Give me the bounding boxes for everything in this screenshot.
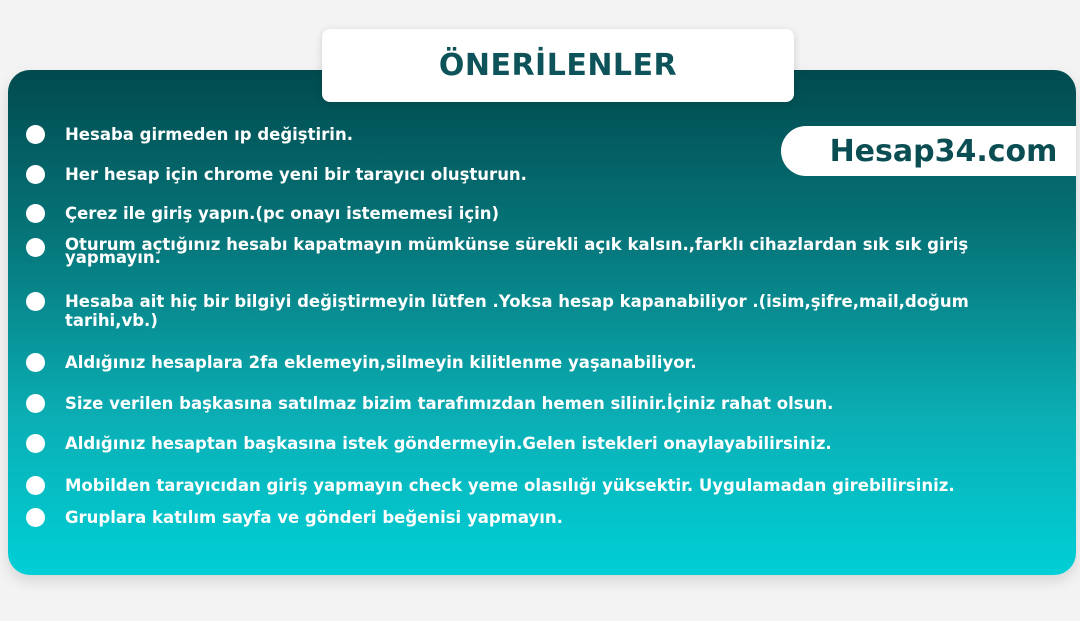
list-item-text: Gruplara katılım sayfa ve gönderi beğenisi yapmayın. <box>65 508 563 527</box>
bullet-icon <box>26 204 45 223</box>
bullet-icon <box>26 394 45 413</box>
list-item <box>26 394 1036 413</box>
list-item-text: Size verilen başkasına satılmaz bizim tarafımızdan hemen silinir.İçiniz rahat olsun. <box>65 394 834 413</box>
page-title: ÖNERİLENLER <box>438 48 678 83</box>
list-item <box>26 235 1036 267</box>
list-item-text: Aldığınız hesaplara 2fa eklemeyin,silmeyin kilitlenme yaşanabiliyor. <box>65 353 697 372</box>
title-card <box>322 29 794 102</box>
list-item <box>26 292 1036 330</box>
list-item-text: Hesaba ait hiç bir bilgiyi değiştirmeyin lütfen .Yoksa hesap kapanabiliyor .(isim,şifre,mail,doğum tarihi,vb.) <box>65 292 969 330</box>
list-item-text: Oturum açtığınız hesabı kapatmayın mümkünse sürekli açık kalsın.,farklı cihazlardan sık sık giriş yapmayın. <box>65 235 969 267</box>
list-item-text: Mobilden tarayıcıdan giriş yapmayın check yeme olasılığı yüksektir. Uygulamadan girebilirsiniz. <box>65 476 955 495</box>
brand-label: Hesap34.com <box>829 133 1058 169</box>
bullet-icon <box>26 125 45 144</box>
bullet-icon <box>26 238 45 257</box>
list-item-text: Aldığınız hesaptan başkasına istek göndermeyin.Gelen istekleri onaylayabilirsiniz. <box>65 434 832 453</box>
list-item <box>26 434 1036 453</box>
bullet-icon <box>26 434 45 453</box>
list-item-text: Çerez ile giriş yapın.(pc onayı istememesi için) <box>65 204 500 223</box>
bullet-icon <box>26 165 45 184</box>
list-item-text: Her hesap için chrome yeni bir tarayıcı oluşturun. <box>65 165 527 184</box>
list-item <box>26 508 1036 527</box>
bullet-icon <box>26 353 45 372</box>
bullet-icon <box>26 508 45 527</box>
list-item <box>26 204 1036 223</box>
brand-badge <box>781 126 1076 176</box>
list-item <box>26 476 1036 495</box>
list-item <box>26 353 1036 372</box>
bullet-icon <box>26 476 45 495</box>
list-item-text: Hesaba girmeden ıp değiştirin. <box>65 125 353 144</box>
bullet-icon <box>26 292 45 311</box>
